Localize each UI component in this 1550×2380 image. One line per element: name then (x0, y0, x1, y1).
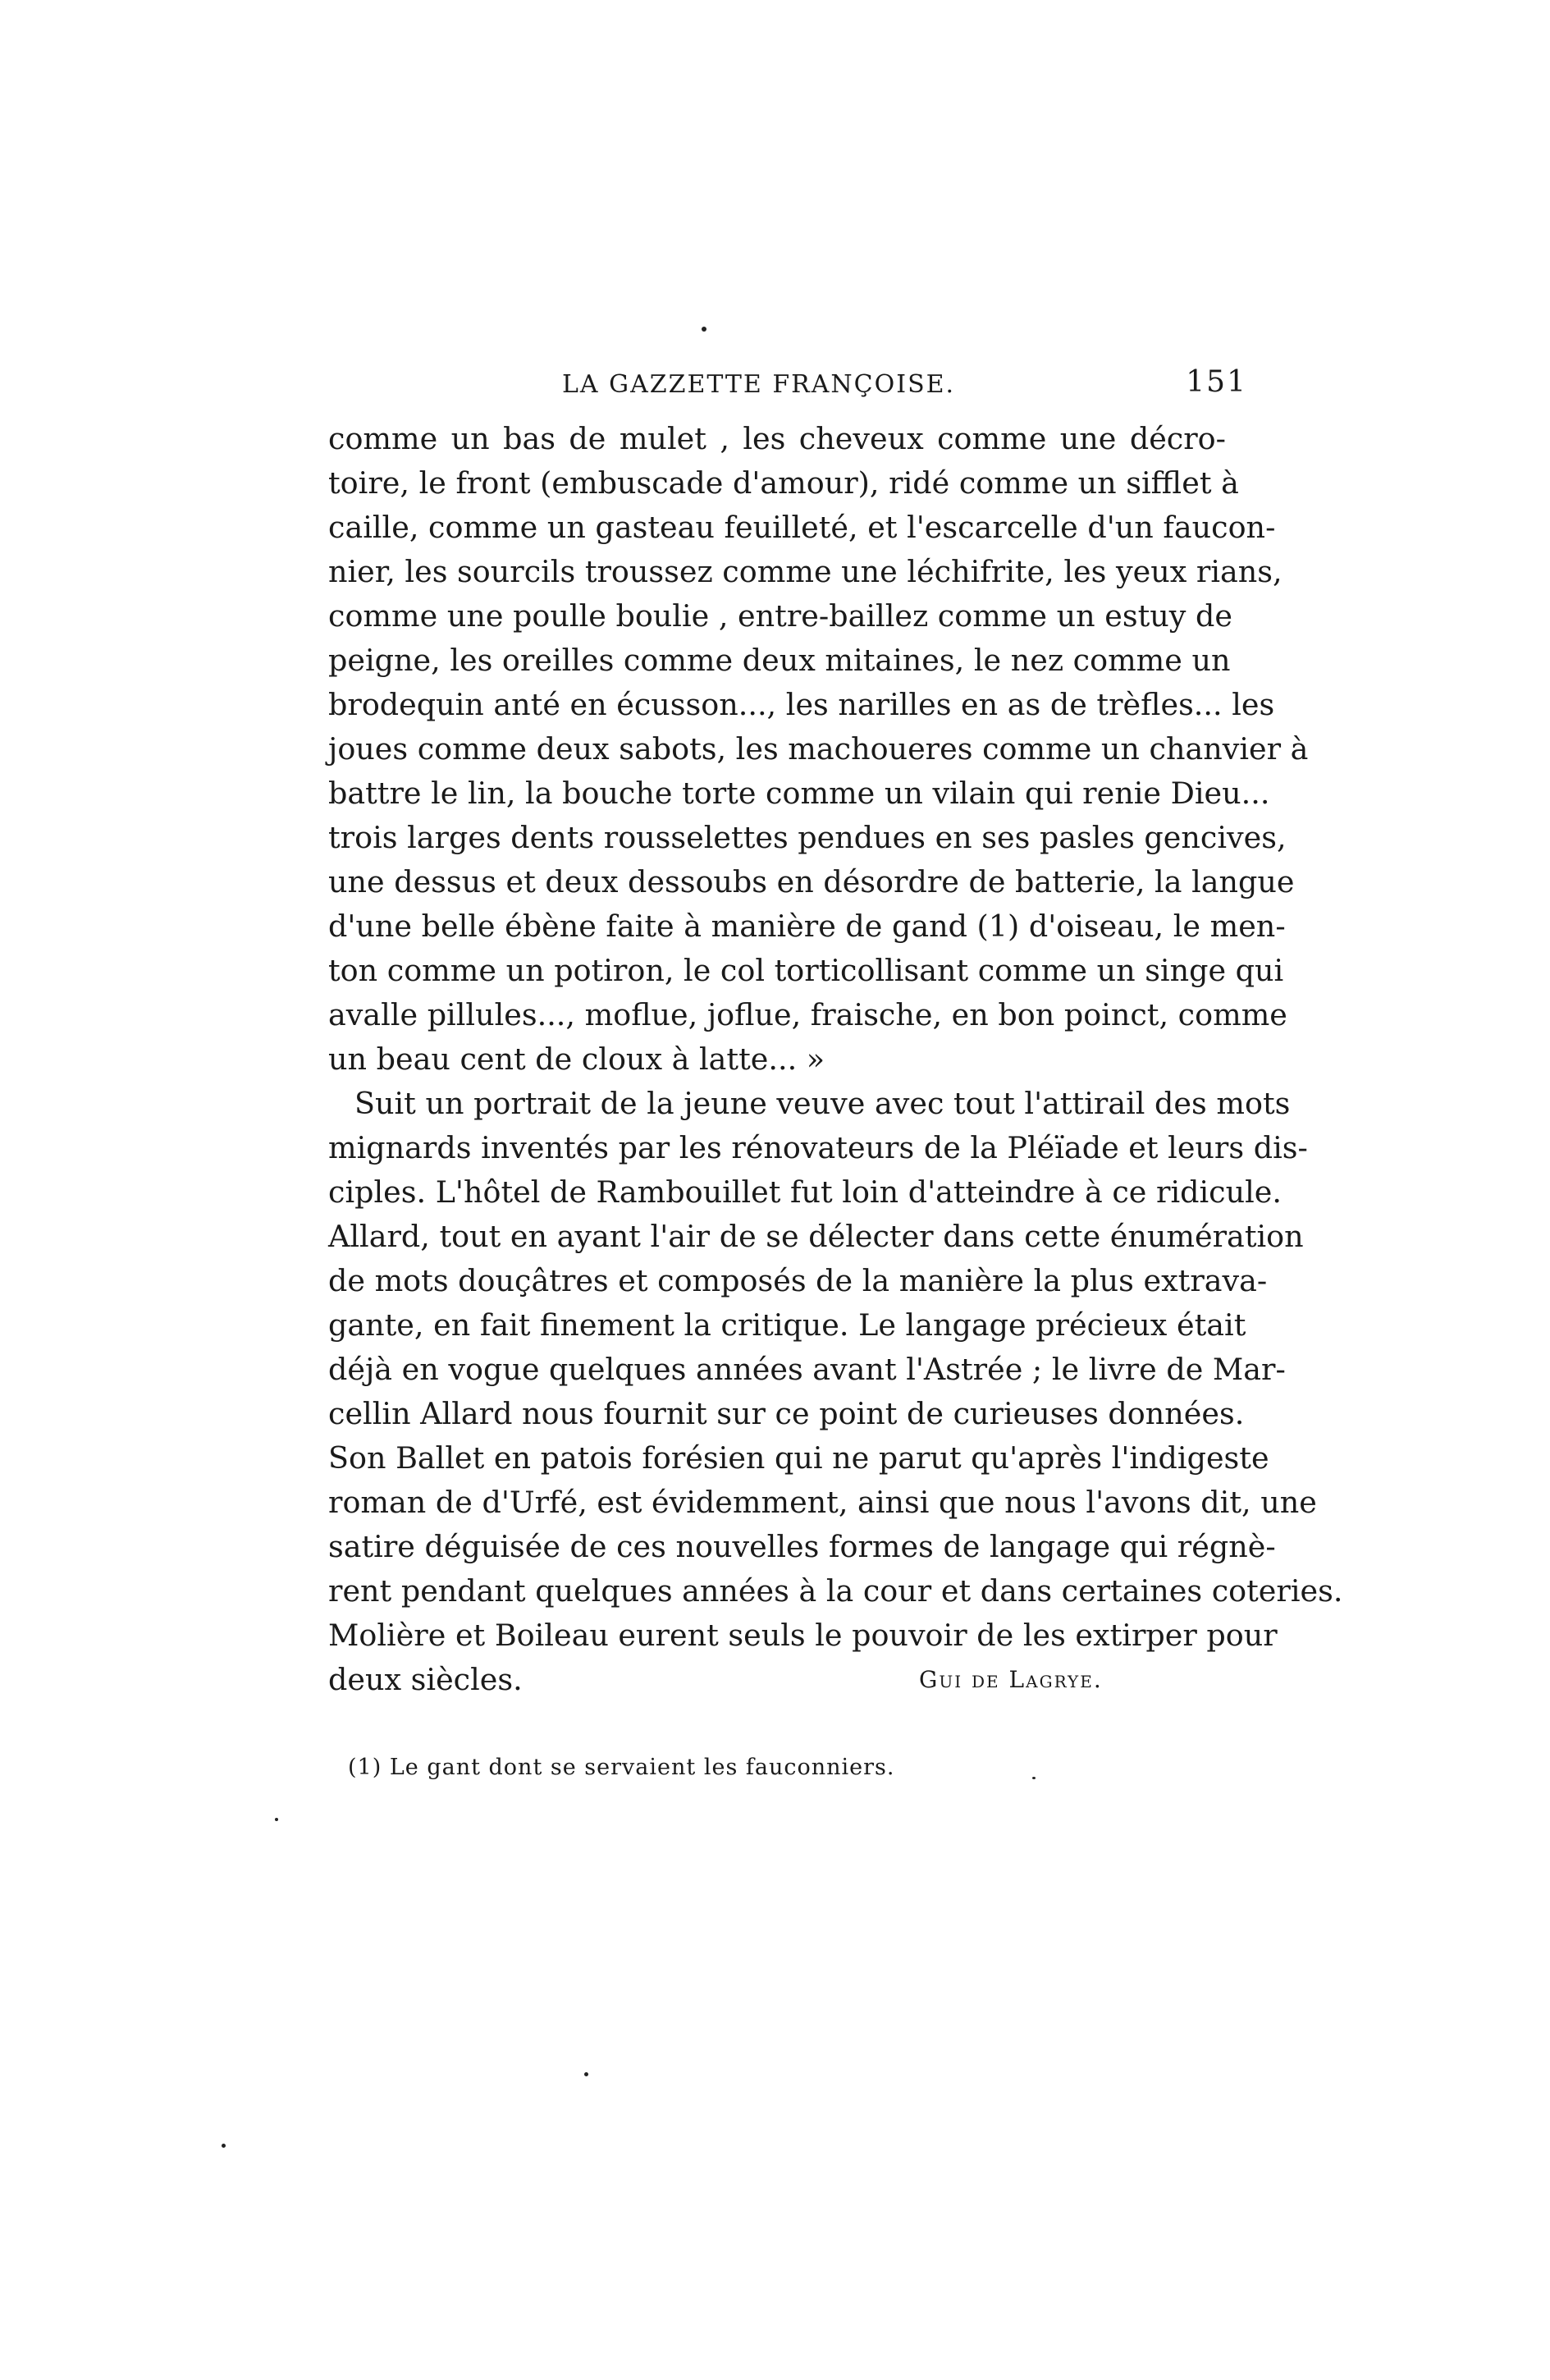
text-line: comme un bas de mulet , les cheveux comme une décro- (328, 421, 1226, 456)
text-line: nier, les sourcils troussez comme une léchifrite, les yeux rians, (328, 554, 1283, 589)
text-line: battre le lin, la bouche torte comme un vilain qui renie Dieu... (328, 776, 1270, 811)
text-line: roman de d'Urfé, est évidemment, ainsi que nous l'avons dit, une (328, 1485, 1317, 1520)
scan-speck (1032, 1777, 1036, 1779)
text-line: Allard, tout en ayant l'air de se délecter dans cette énumération (328, 1219, 1304, 1254)
running-title: LA GAZZETTE FRANÇOISE. (562, 370, 956, 399)
text-line: caille, comme un gasteau feuilleté, et l'escarcelle d'un faucon- (328, 510, 1276, 545)
page-number: 151 (1186, 365, 1247, 399)
footnote: (1) Le gant dont se servaient les fauconniers. (348, 1755, 895, 1780)
text-line: brodequin anté en écusson..., les narilles en as de trèfles... les (328, 687, 1275, 722)
text-line: un beau cent de cloux à latte... » (328, 1041, 825, 1077)
text-line: rent pendant quelques années à la cour et dans certaines coteries. (328, 1573, 1343, 1609)
scan-speck (702, 327, 706, 332)
text-line: ton comme un potiron, le col torticollisant comme un singe qui (328, 953, 1284, 988)
author-signature: Gui de Lagrye. (919, 1666, 1103, 1693)
text-line: cellin Allard nous fournit sur ce point de curieuses données. (328, 1396, 1245, 1431)
text-line: de mots douçâtres et composés de la manière la plus extrava- (328, 1263, 1268, 1298)
text-line: ciples. L'hôtel de Rambouillet fut loin d'atteindre à ce ridicule. (328, 1174, 1282, 1210)
text-line: peigne, les oreilles comme deux mitaines, le nez comme un (328, 643, 1231, 678)
text-line: gante, en fait finement la critique. Le langage précieux était (328, 1307, 1246, 1343)
text-line: joues comme deux sabots, les machoueres comme un chanvier à (328, 731, 1309, 767)
text-line: trois larges dents rousselettes pendues en ses pasles gencives, (328, 820, 1287, 855)
text-line: avalle pillules..., moflue, joflue, fraische, en bon poinct, comme (328, 997, 1287, 1032)
text-line: comme une poulle boulie , entre-baillez comme un estuy de (328, 598, 1232, 634)
text-line: deux siècles. (328, 1662, 523, 1697)
text-line: mignards inventés par les rénovateurs de la Pléïade et leurs dis- (328, 1130, 1308, 1165)
scan-speck (275, 1818, 278, 1821)
scan-speck (584, 2072, 588, 2076)
text-line: d'une belle ébène faite à manière de gand (1) d'oiseau, le men- (328, 909, 1286, 944)
text-line: toire, le front (embuscade d'amour), ridé comme un sifflet à (328, 465, 1239, 501)
scan-speck (222, 2144, 226, 2148)
text-line: Son Ballet en patois forésien qui ne parut qu'après l'indigeste (328, 1440, 1269, 1476)
text-line: satire déguisée de ces nouvelles formes de langage qui régnè- (328, 1529, 1276, 1564)
text-line: Molière et Boileau eurent seuls le pouvoir de les extirper pour (328, 1618, 1278, 1653)
text-line: déjà en vogue quelques années avant l'Astrée ; le livre de Mar- (328, 1352, 1286, 1387)
running-head (328, 365, 1247, 406)
text-line: une dessus et deux dessoubs en désordre de batterie, la langue (328, 864, 1295, 899)
text-line: Suit un portrait de la jeune veuve avec tout l'attirail des mots (354, 1086, 1291, 1121)
